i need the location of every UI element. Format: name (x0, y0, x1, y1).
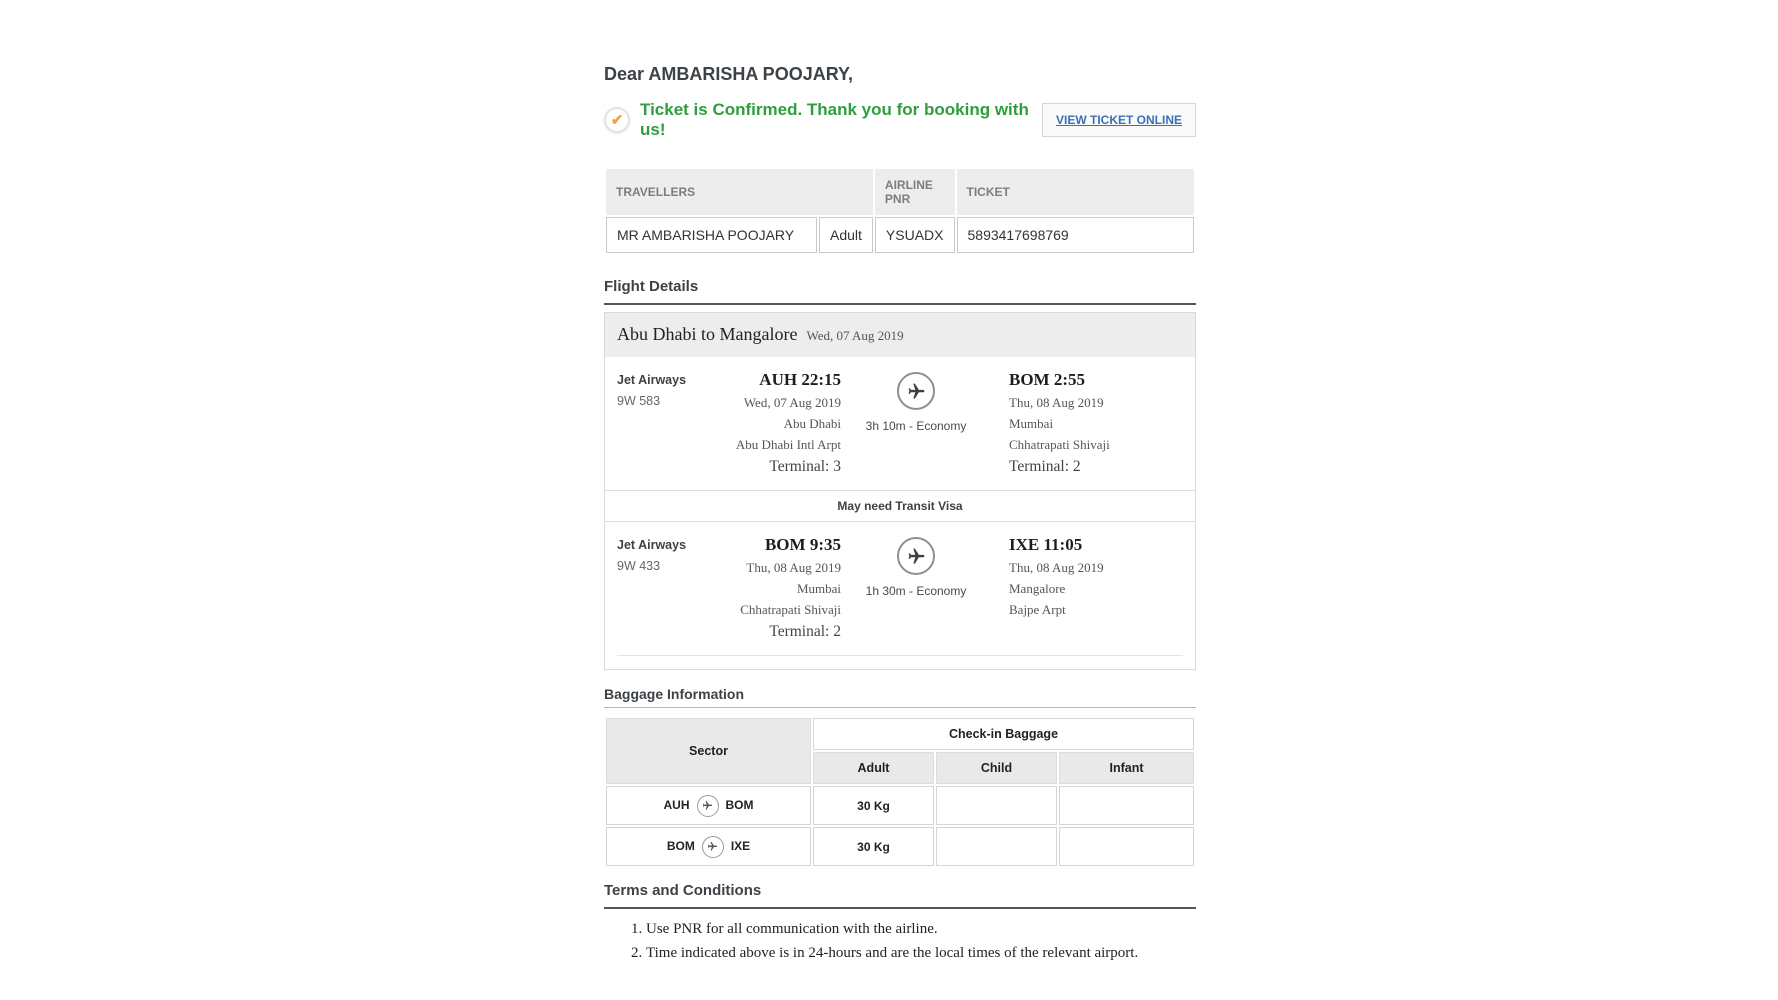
column-header-airline-pnr: AIRLINE PNR (875, 169, 955, 215)
baggage-header-row (606, 718, 1194, 750)
column-header-child: Child (936, 752, 1057, 784)
departure-city: Abu Dhabi (783, 416, 841, 431)
segment-arrival (991, 370, 1183, 476)
route-title: Abu Dhabi to Mangalore (617, 324, 798, 344)
segment-duration (841, 370, 991, 476)
departure-airport: Abu Dhabi Intl Arpt (735, 437, 841, 452)
sector-from: BOM (666, 838, 695, 853)
travellers-header-row (606, 169, 1194, 215)
traveller-name: MR AMBARISHA POOJARY (606, 217, 817, 253)
view-ticket-online-button[interactable]: VIEW TICKET ONLINE (1042, 103, 1196, 137)
airline-name: Jet Airways (617, 538, 687, 552)
adult-baggage: 30 Kg (813, 827, 934, 866)
traveller-ticket-number: 5893417698769 (957, 217, 1195, 253)
airplane-icon (897, 372, 935, 410)
flight-segment-2 (605, 522, 1195, 655)
flight-details-panel (604, 312, 1196, 670)
adult-baggage: 30 Kg (813, 786, 934, 825)
travellers-table (604, 167, 1196, 255)
ticket-confirmation-email (604, 0, 1196, 962)
baggage-table (604, 716, 1196, 868)
column-header-adult: Adult (813, 752, 934, 784)
check-icon: ✔ (604, 107, 630, 133)
terms-item: 1. Use PNR for all communication with the airline. (646, 921, 1196, 938)
segment-arrival (991, 535, 1183, 641)
arrival-terminal: Terminal: 2 (1009, 458, 1081, 475)
terms-list (604, 921, 1196, 962)
departure-airport: Chhatrapati Shivaji (740, 602, 841, 617)
departure-date: Wed, 07 Aug 2019 (743, 395, 841, 410)
flight-number: 9W 583 (617, 394, 661, 408)
baggage-row-auh-bom (606, 786, 1194, 825)
infant-baggage (1059, 827, 1194, 866)
sector-cell (606, 827, 811, 866)
sector-cell (606, 786, 811, 825)
arrival-time: IXE 11:05 (1009, 535, 1083, 554)
departure-terminal: Terminal: 2 (769, 623, 841, 640)
infant-baggage (1059, 786, 1194, 825)
duration-class: 3h 10m - Economy (865, 419, 967, 433)
child-baggage (936, 786, 1057, 825)
column-header-checkin-baggage: Check-in Baggage (813, 718, 1194, 750)
departure-time: BOM 9:35 (764, 535, 841, 554)
transit-visa-note: May need Transit Visa (605, 490, 1195, 522)
airplane-icon (897, 537, 935, 575)
segment-duration (841, 535, 991, 641)
arrival-date: Thu, 08 Aug 2019 (1009, 560, 1104, 575)
arrival-city: Mumbai (1009, 416, 1054, 431)
airline-name: Jet Airways (617, 373, 687, 387)
segment-airline (617, 370, 727, 476)
traveller-pnr: YSUADX (875, 217, 955, 253)
column-header-travellers: TRAVELLERS (606, 169, 873, 215)
arrival-city: Mangalore (1009, 581, 1066, 596)
departure-date: Thu, 08 Aug 2019 (746, 560, 841, 575)
arrival-airport: Bajpe Arpt (1009, 602, 1066, 617)
flight-segment-1 (605, 357, 1195, 490)
airplane-icon (697, 795, 719, 817)
segment-departure (727, 370, 841, 476)
sector-to: IXE (730, 838, 751, 853)
traveller-row (606, 217, 1194, 253)
column-header-ticket: TICKET (957, 169, 1195, 215)
confirmation-message: Ticket is Confirmed. Thank you for booking with us! (640, 100, 1029, 139)
divider (617, 655, 1183, 669)
confirmation-banner (604, 100, 1196, 140)
divider (604, 907, 1196, 909)
column-header-infant: Infant (1059, 752, 1194, 784)
segment-departure (727, 535, 841, 641)
departure-city: Mumbai (796, 581, 841, 596)
column-header-sector: Sector (606, 718, 811, 784)
child-baggage (936, 827, 1057, 866)
baggage-row-bom-ixe (606, 827, 1194, 866)
divider (604, 303, 1196, 305)
divider (604, 707, 1196, 708)
baggage-information-title: Baggage Information (604, 686, 745, 702)
terms-and-conditions-title: Terms and Conditions (604, 882, 762, 899)
sector-to: BOM (725, 797, 754, 812)
arrival-time: BOM 2:55 (1009, 370, 1086, 389)
sector-from: AUH (663, 797, 690, 812)
route-header (605, 313, 1195, 357)
arrival-date: Thu, 08 Aug 2019 (1009, 395, 1104, 410)
flight-details-title: Flight Details (604, 278, 699, 295)
duration-class: 1h 30m - Economy (865, 584, 967, 598)
terms-item: 2. Time indicated above is in 24-hours and are the local times of the relevant airport. (646, 945, 1196, 962)
traveller-type: Adult (819, 217, 873, 253)
route-date: Wed, 07 Aug 2019 (806, 328, 904, 343)
segment-airline (617, 535, 727, 641)
arrival-terminal (1009, 623, 1183, 624)
flight-number: 9W 433 (617, 559, 661, 573)
departure-terminal: Terminal: 3 (769, 458, 841, 475)
departure-time: AUH 22:15 (759, 370, 841, 389)
greeting: Dear AMBARISHA POOJARY, (604, 64, 854, 84)
arrival-airport: Chhatrapati Shivaji (1009, 437, 1110, 452)
airplane-icon (702, 836, 724, 858)
